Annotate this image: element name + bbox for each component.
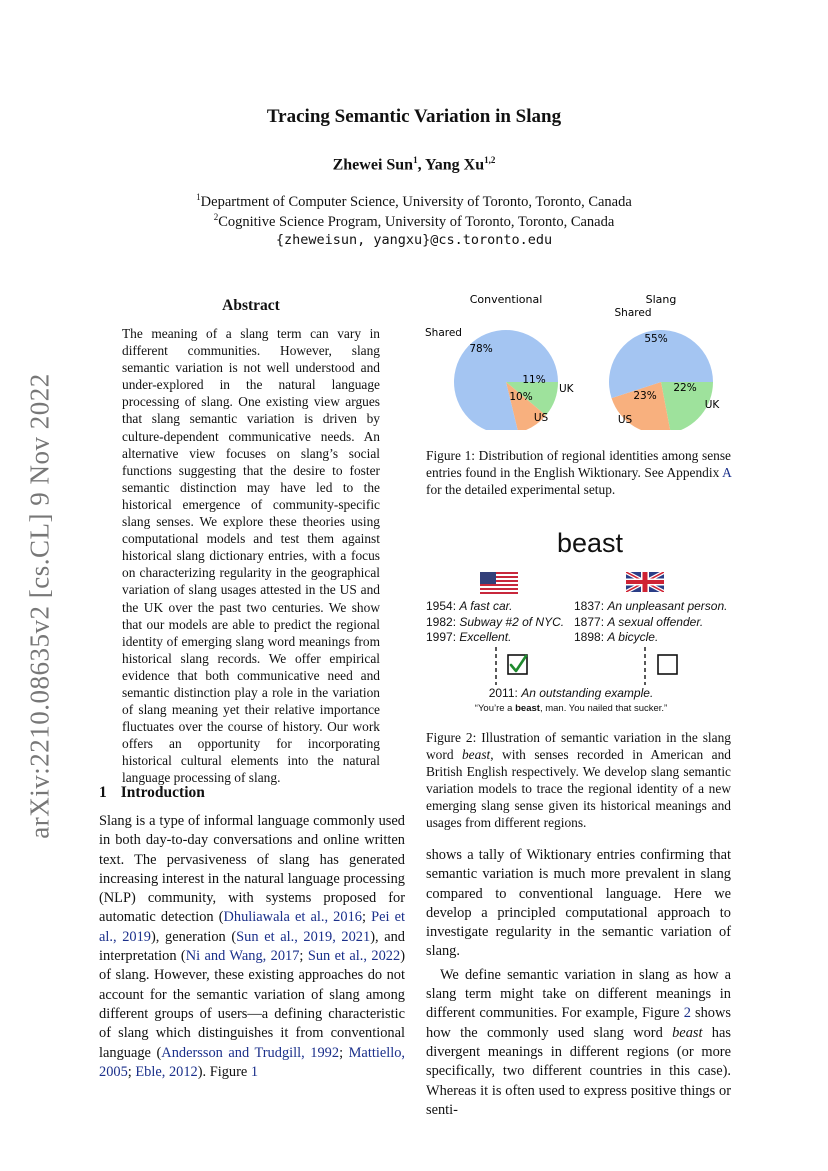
abstract-text: The meaning of a slang term can vary in different communities. However, slang semantic variation is not well understood and under-explored in the natural language processing of slang. One existing view argues that slang semantic variation is driven by culture-dependent communicative needs. An alternative view focuses on slang’s social functions suggesting that the desire to foster semantic distinction may have led to the historical emergence of community-specific slang senses. We explore these theories using computational models and test them against historical slang dictionary entries, with a focus on characterizing regularity in the geographical variation of slang usages attested in the US and the UK over the past two centuries. We show that our models are able to predict the regional identity of emerging slang word meanings from historical slang records. We offer empirical evidence that both communicative need and semantic distinction play a role in the variation of slang meaning yet their relative importance fluctuates over the course of history. Our work offers an opportunity for incorporating historical cultural elements into the natural language processing of slang. bbox=[122, 326, 380, 786]
slice-percent-label: 55% bbox=[644, 333, 668, 345]
sense-entry bbox=[426, 630, 576, 646]
emphasis-text: beast bbox=[672, 1024, 703, 1041]
paragraph bbox=[426, 966, 731, 1120]
text-run: ; bbox=[299, 948, 308, 965]
slice-percent-label: 78% bbox=[469, 343, 493, 355]
sense-year: 1982: bbox=[426, 614, 457, 629]
slice-label: US bbox=[617, 414, 633, 426]
affiliation bbox=[0, 212, 828, 231]
usage-quote bbox=[420, 703, 722, 714]
text-run: shows a tally of Wiktionary entries confirming that semantic variation is much more prevalent in slang compared to conventional language. Here we develop a principled computational approach to investigate regularity in the semantic variation of slang. bbox=[426, 847, 731, 960]
sense-year: 1877: bbox=[574, 614, 605, 629]
slice-label: UK bbox=[704, 399, 720, 411]
arxiv-stamp: arXiv:2210.08635v2 [cs.CL] 9 Nov 2022 bbox=[24, 373, 55, 839]
figure-1-caption bbox=[426, 447, 731, 498]
sense-year: 1837: bbox=[574, 599, 605, 613]
author-name: Yang Xu bbox=[424, 156, 485, 174]
author-name: Zhewei Sun bbox=[332, 156, 414, 174]
slice-label: UK bbox=[559, 383, 574, 395]
text-run: We define semantic variation in slang as how a slang term might take on different meanings in different communities. For example, Figure bbox=[426, 966, 731, 1022]
citation-link[interactable]: Sun et al., 2019, 2021 bbox=[236, 928, 371, 945]
us-sense-list bbox=[426, 599, 576, 646]
sense-year: 1898: bbox=[574, 630, 605, 644]
author-separator: , bbox=[417, 156, 425, 174]
sense-text: Excellent. bbox=[459, 630, 512, 644]
slice-percent-label: 23% bbox=[633, 390, 657, 402]
slice-percent-label: 22% bbox=[673, 382, 697, 394]
slice-percent-label: 10% bbox=[509, 391, 533, 403]
sense-entry bbox=[426, 615, 576, 631]
text-run: ), and interpretation ( bbox=[99, 928, 405, 965]
citation-link[interactable]: Pei et al., 2019 bbox=[99, 909, 405, 945]
checkbox-empty-icon bbox=[658, 655, 677, 674]
sense-text: Subway #2 of NYC. bbox=[459, 614, 565, 629]
figure-1-pie-charts bbox=[415, 290, 745, 430]
sense-text: A fast car. bbox=[459, 599, 513, 613]
text-run: shows how the commonly used slang word bbox=[426, 1005, 731, 1041]
figure-2-word: beast bbox=[556, 528, 624, 558]
slice-percent-label: 11% bbox=[522, 374, 546, 386]
text-run: ; bbox=[127, 1063, 136, 1080]
emphasis-text: beast bbox=[461, 747, 491, 763]
text-run: Figure 2: Illustration of semantic variation in the slang word bbox=[426, 730, 731, 763]
author-affil-mark: 1 bbox=[413, 155, 418, 165]
section-title: Introduction bbox=[120, 784, 205, 801]
citation-link[interactable]: Ni and Wang, 2017 bbox=[185, 948, 300, 965]
quote-part: , man. You nailed that sucker.” bbox=[539, 703, 668, 714]
section-heading bbox=[99, 784, 219, 802]
uk-flag-icon bbox=[626, 572, 664, 592]
text-run: ), generation ( bbox=[151, 928, 237, 945]
sense-year: 1954: bbox=[426, 599, 457, 613]
citation-link[interactable]: 2 bbox=[683, 1005, 691, 1022]
quote-part: “You’re a bbox=[474, 703, 516, 714]
chart-title: Slang bbox=[645, 293, 677, 306]
text-run: Figure 1: Distribution of regional identities among sense entries found in the English Wiktionary. See Appendix bbox=[426, 448, 731, 481]
us-flag-icon bbox=[480, 572, 518, 594]
paper-title: Tracing Semantic Variation in Slang bbox=[266, 106, 562, 127]
text-run: for the detailed experimental setup. bbox=[426, 482, 616, 498]
sense-entry bbox=[574, 630, 734, 646]
sense-text: A bicycle. bbox=[607, 630, 659, 644]
text-run: ; bbox=[339, 1044, 349, 1061]
text-run: has divergent meanings in different regions (or more specifically, two different countries in this case). Whereas it is often used to express positive things or senti- bbox=[426, 1024, 731, 1118]
sense-text: An outstanding example. bbox=[521, 686, 654, 700]
citation-link[interactable]: Eble, 2012 bbox=[135, 1063, 198, 1080]
quote-highlight: beast bbox=[515, 703, 540, 714]
slice-label: Shared bbox=[614, 307, 652, 319]
figure-2-caption bbox=[426, 729, 731, 832]
sense-year: 2011: bbox=[488, 686, 518, 700]
citation-link[interactable]: 1 bbox=[250, 1063, 259, 1080]
slice-label: US bbox=[533, 412, 549, 424]
text-run: , with senses recorded in American and British English respectively. We develop slang semantic variation models to trace the regional identity of a new emerging slang sense given its historical meanings and usages from different regions. bbox=[426, 747, 731, 831]
sense-entry bbox=[426, 599, 576, 615]
author-email: {zheweisun, yangxu}@cs.toronto.edu bbox=[275, 232, 553, 248]
affiliation-mark: 2 bbox=[213, 212, 219, 222]
text-run: Slang is a type of informal language commonly used in both day-to-day conversations and online written text. The pervasiveness of slang has generated increasing interest in the natural language processing (NLP) community, with systems proposed for automatic detection ( bbox=[99, 813, 405, 926]
paragraph bbox=[426, 846, 731, 962]
affiliation-text: Cognitive Science Program, University of Toronto, Toronto, Canada bbox=[218, 213, 615, 230]
new-sense bbox=[440, 686, 702, 700]
author-list bbox=[0, 155, 828, 174]
citation-link[interactable]: Sun et al., 2022 bbox=[307, 948, 401, 965]
sense-text: An unpleasant person. bbox=[607, 599, 728, 613]
abstract-heading: Abstract bbox=[222, 297, 280, 314]
uk-sense-list bbox=[574, 599, 734, 646]
sense-entry bbox=[574, 615, 734, 631]
sense-text: A sexual offender. bbox=[607, 614, 704, 629]
slice-label: Shared bbox=[425, 327, 462, 339]
figure-2-connectors bbox=[488, 645, 688, 687]
citation-link[interactable]: Dhuliawala et al., 2016 bbox=[223, 909, 362, 926]
intro-left-column bbox=[99, 812, 405, 1082]
text-run: ). Figure bbox=[197, 1063, 251, 1080]
chart-title: Conventional bbox=[469, 293, 543, 306]
intro-right-column bbox=[426, 846, 731, 1124]
citation-link[interactable]: Andersson and Trudgill, 1992 bbox=[161, 1044, 340, 1061]
citation-link[interactable]: Mattiello, 2005 bbox=[99, 1044, 405, 1080]
sense-entry bbox=[574, 599, 734, 615]
section-number: 1 bbox=[99, 784, 107, 801]
sense-year: 1997: bbox=[426, 630, 457, 644]
text-run: ) of slang. However, these existing approaches do not account for the semantic variation of slang among different groups of users—a defining characteristic of slang which distinguishes it from conventional language ( bbox=[99, 948, 405, 1061]
affiliation-mark: 1 bbox=[196, 192, 201, 202]
citation-link[interactable]: A bbox=[722, 465, 731, 481]
affiliation bbox=[0, 192, 828, 211]
affiliation-text: Department of Computer Science, University of Toronto, Toronto, Canada bbox=[200, 193, 632, 210]
text-run: ; bbox=[361, 909, 372, 926]
pie-conventional bbox=[425, 293, 575, 430]
author-affil-mark: 1,2 bbox=[484, 155, 496, 165]
pie-slang bbox=[609, 293, 720, 430]
